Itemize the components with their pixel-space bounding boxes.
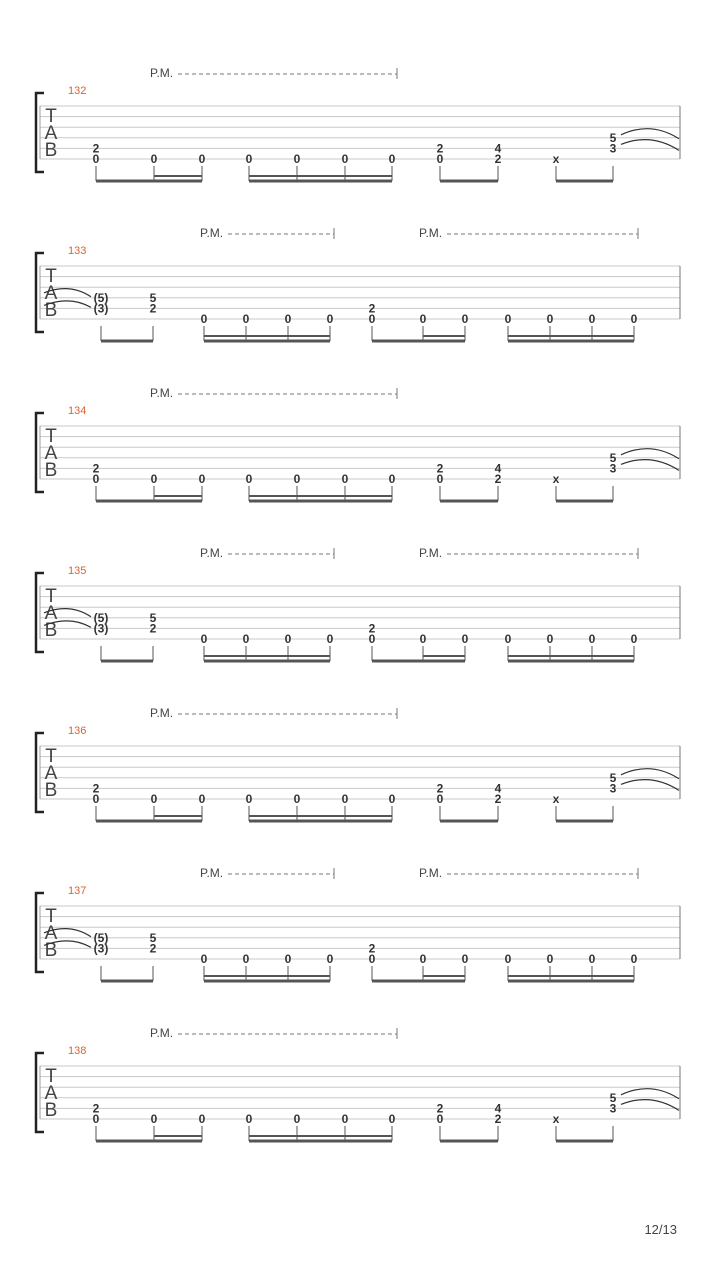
tab-system-138	[36, 1026, 680, 1141]
tab-system-137	[36, 866, 680, 981]
fret-number: 0	[368, 312, 376, 326]
tab-clef-letter: B	[44, 1100, 58, 1121]
tab-clef-letter: B	[44, 940, 58, 961]
fret-number: 0	[588, 952, 596, 966]
palm-mute-label: P.M.	[419, 866, 443, 880]
fret-number: 0	[198, 792, 206, 806]
fret-number: 0	[504, 312, 512, 326]
fret-number: 0	[326, 312, 334, 326]
fret-number: 0	[461, 312, 469, 326]
fret-number: 2	[368, 941, 376, 956]
fret-number: 0	[150, 472, 158, 486]
fret-number: x	[552, 1112, 560, 1126]
palm-mute-label: P.M.	[200, 546, 224, 560]
fret-number: 0	[293, 472, 301, 486]
fret-number: 2	[92, 781, 100, 796]
fret-number: 2	[494, 152, 502, 166]
tab-clef-letter: T	[45, 106, 57, 127]
fret-number: 0	[293, 792, 301, 806]
fret-number: 4	[494, 461, 502, 476]
fret-number: 0	[242, 632, 250, 646]
tab-system-136	[36, 706, 680, 821]
fret-number: 5	[609, 130, 617, 145]
fret-number: 0	[436, 792, 444, 806]
fret-number: 0	[284, 632, 292, 646]
fret-number: 2	[92, 141, 100, 156]
palm-mute-label: P.M.	[419, 226, 443, 240]
tie-arc	[621, 129, 679, 139]
fret-number: 0	[436, 152, 444, 166]
tab-clef-letter: A	[44, 283, 58, 304]
tab-clef-letter: B	[44, 140, 58, 161]
fret-number: 2	[436, 461, 444, 476]
fret-number: 5	[609, 450, 617, 465]
fret-number: x	[552, 472, 560, 486]
fret-number: 0	[388, 472, 396, 486]
fret-number: 0	[92, 1112, 100, 1126]
fret-number: 0	[284, 952, 292, 966]
fret-number: 0	[546, 952, 554, 966]
tab-clef-letter: A	[44, 1083, 58, 1104]
tab-clef-letter: A	[44, 763, 58, 784]
fret-number: 0	[92, 792, 100, 806]
fret-number: 4	[494, 1101, 502, 1116]
fret-number: 2	[494, 472, 502, 486]
fret-number: 2	[368, 301, 376, 316]
fret-number: 0	[419, 632, 427, 646]
palm-mute-label: P.M.	[150, 1026, 174, 1040]
fret-number: 2	[494, 792, 502, 806]
tab-clef-letter: B	[44, 300, 58, 321]
tab-clef-letter: A	[44, 923, 58, 944]
fret-number: 0	[245, 472, 253, 486]
fret-number: 3	[609, 1101, 617, 1116]
tab-clef-letter: B	[44, 620, 58, 641]
fret-number: 2	[92, 461, 100, 476]
fret-number: 0	[368, 632, 376, 646]
fret-number: 0	[341, 1112, 349, 1126]
fret-number: 5	[609, 1090, 617, 1105]
fret-number: 0	[630, 312, 638, 326]
fret-number: 0	[461, 632, 469, 646]
fret-number: 0	[368, 952, 376, 966]
fret-number: 0	[245, 792, 253, 806]
fret-number: 2	[436, 141, 444, 156]
fret-number: 3	[609, 461, 617, 476]
fret-number: 5	[149, 290, 157, 305]
fret-number: 0	[245, 1112, 253, 1126]
fret-number: 0	[461, 952, 469, 966]
fret-number: 0	[504, 632, 512, 646]
tab-clef-letter: B	[44, 780, 58, 801]
fret-number: 0	[388, 1112, 396, 1126]
measure-number: 137	[68, 885, 87, 897]
fret-number: 0	[245, 152, 253, 166]
fret-number: 0	[92, 472, 100, 486]
fret-number: (5)	[93, 610, 109, 625]
fret-number: (3)	[93, 941, 109, 956]
fret-number: 0	[150, 1112, 158, 1126]
measure-number: 138	[68, 1045, 87, 1057]
fret-number: 2	[149, 621, 157, 636]
fret-number: 0	[419, 952, 427, 966]
fret-number: 0	[630, 952, 638, 966]
fret-number: 0	[242, 952, 250, 966]
fret-number: 0	[293, 152, 301, 166]
fret-number: (5)	[93, 290, 109, 305]
fret-number: 3	[609, 141, 617, 156]
palm-mute-label: P.M.	[419, 546, 443, 560]
fret-number: 0	[546, 632, 554, 646]
tab-clef-letter: T	[45, 586, 57, 607]
fret-number: 0	[293, 1112, 301, 1126]
palm-mute-label: P.M.	[150, 706, 174, 720]
fret-number: x	[552, 792, 560, 806]
fret-number: 0	[150, 792, 158, 806]
tie-arc	[621, 449, 679, 459]
measure-number: 135	[68, 565, 87, 577]
fret-number: 5	[149, 610, 157, 625]
fret-number: 0	[546, 312, 554, 326]
fret-number: 5	[609, 770, 617, 785]
fret-number: 0	[198, 472, 206, 486]
fret-number: 0	[200, 312, 208, 326]
fret-number: 0	[388, 792, 396, 806]
tab-clef-letter: B	[44, 460, 58, 481]
palm-mute-label: P.M.	[200, 866, 224, 880]
fret-number: 2	[149, 941, 157, 956]
fret-number: 0	[436, 472, 444, 486]
palm-mute-label: P.M.	[150, 386, 174, 400]
tab-system-133	[36, 226, 680, 341]
measure-number: 132	[68, 85, 87, 97]
fret-number: 4	[494, 781, 502, 796]
fret-number: 0	[588, 312, 596, 326]
fret-number: (5)	[93, 930, 109, 945]
page-number: 12/13	[644, 1222, 677, 1237]
tie-arc	[621, 1089, 679, 1099]
fret-number: 0	[588, 632, 596, 646]
fret-number: 0	[419, 312, 427, 326]
tab-clef-letter: A	[44, 603, 58, 624]
fret-number: 0	[200, 952, 208, 966]
fret-number: 2	[436, 1101, 444, 1116]
tab-system-134	[36, 386, 680, 501]
fret-number: 0	[341, 792, 349, 806]
tab-clef-letter: T	[45, 426, 57, 447]
fret-number: 5	[149, 930, 157, 945]
fret-number: 0	[198, 152, 206, 166]
fret-number: 0	[326, 952, 334, 966]
fret-number: 0	[630, 632, 638, 646]
fret-number: 0	[341, 152, 349, 166]
tie-arc	[621, 769, 679, 779]
tab-clef-letter: A	[44, 123, 58, 144]
fret-number: 4	[494, 141, 502, 156]
tab-clef-letter: A	[44, 443, 58, 464]
fret-number: 0	[150, 152, 158, 166]
fret-number: 3	[609, 781, 617, 796]
measure-number: 134	[68, 405, 87, 417]
fret-number: 0	[92, 152, 100, 166]
tab-system-132	[36, 66, 680, 181]
fret-number: 0	[284, 312, 292, 326]
fret-number: 2	[92, 1101, 100, 1116]
fret-number: 2	[149, 301, 157, 316]
tab-system-135	[36, 546, 680, 661]
fret-number: 0	[326, 632, 334, 646]
fret-number: 0	[388, 152, 396, 166]
fret-number: 2	[368, 621, 376, 636]
fret-number: 0	[198, 1112, 206, 1126]
measure-number: 136	[68, 725, 87, 737]
fret-number: 0	[200, 632, 208, 646]
palm-mute-label: P.M.	[200, 226, 224, 240]
tab-clef-letter: T	[45, 746, 57, 767]
tab-clef-letter: T	[45, 1066, 57, 1087]
fret-number: 0	[504, 952, 512, 966]
fret-number: (3)	[93, 621, 109, 636]
fret-number: x	[552, 152, 560, 166]
fret-number: 0	[436, 1112, 444, 1126]
palm-mute-label: P.M.	[150, 66, 174, 80]
measure-number: 133	[68, 245, 87, 257]
fret-number: (3)	[93, 301, 109, 316]
fret-number: 2	[494, 1112, 502, 1126]
fret-number: 2	[436, 781, 444, 796]
tab-clef-letter: T	[45, 906, 57, 927]
fret-number: 0	[242, 312, 250, 326]
fret-number: 0	[341, 472, 349, 486]
tab-clef-letter: T	[45, 266, 57, 287]
